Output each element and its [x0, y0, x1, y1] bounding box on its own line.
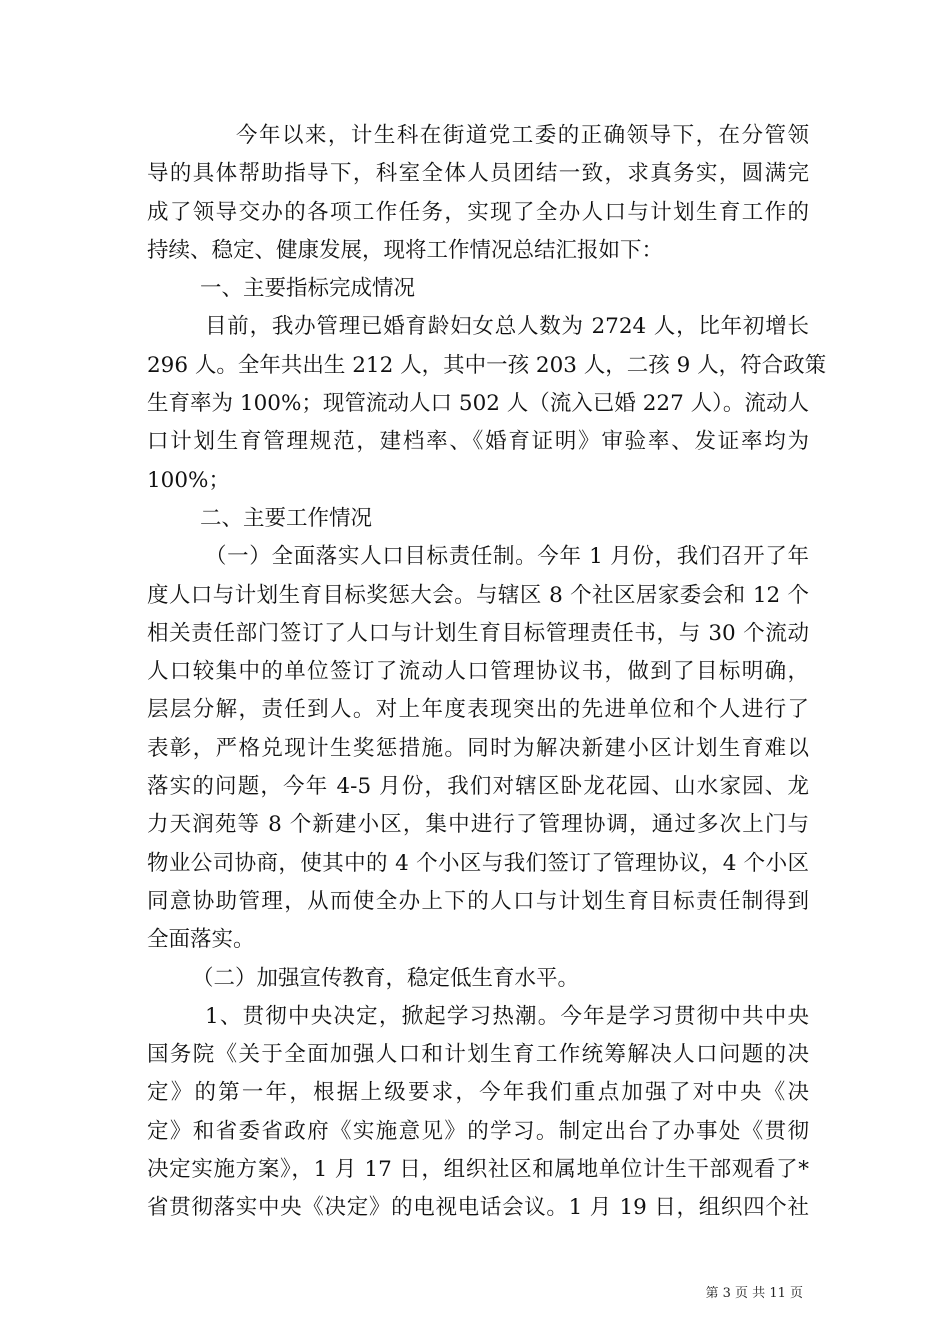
text-line: 度人口与计划生育目标奖惩大会。与辖区 8 个社区居家委会和 12 个 [147, 582, 809, 608]
text-line: 一、主要指标完成情况 [200, 276, 416, 302]
text-line: 1、贯彻中央决定，掀起学习热潮。今年是学习贯彻中共中央 [205, 1003, 809, 1029]
page-number: 第 3 页 共 11 页 [705, 1286, 803, 1301]
text-line: 口计划生育管理规范，建档率、《婚育证明》审验率、发证率均为 [147, 429, 809, 455]
text-line: 层层分解，责任到人。对上年度表现突出的先进单位和个人进行了 [147, 697, 809, 723]
text-line: 相关责任部门签订了人口与计划生育目标管理责任书，与 30 个流动 [147, 620, 809, 646]
text-line: 人口较集中的单位签订了流动人口管理协议书，做到了目标明确， [147, 659, 809, 685]
text-line: 导的具体帮助指导下，科室全体人员团结一致，求真务实，圆满完 [147, 161, 809, 187]
text-line: （一）全面落实人口目标责任制。今年 1 月份，我们召开了年 [205, 544, 809, 570]
text-line: 全面落实。 [147, 927, 255, 953]
text-line: 成了领导交办的各项工作任务，实现了全办人口与计划生育工作的 [147, 199, 809, 225]
text-line: 落实的问题，今年 4-5 月份，我们对辖区卧龙花园、山水家园、龙 [147, 774, 809, 800]
text-line: 二、主要工作情况 [200, 505, 373, 531]
text-line: 100%； [147, 467, 230, 493]
text-line: （二）加强宣传教育，稳定低生育水平。 [192, 965, 580, 991]
text-line: 定》和省委省政府《实施意见》的学习。制定出台了办事处《贯彻 [147, 1118, 809, 1144]
text-line: 同意协助管理，从而使全办上下的人口与计划生育目标责任制得到 [147, 888, 809, 914]
text-line: 省贯彻落实中央《决定》的电视电话会议。1 月 19 日，组织四个社 [147, 1195, 809, 1221]
text-line: 表彰，严格兑现计生奖惩措施。同时为解决新建小区计划生育难以 [147, 735, 809, 761]
document-body [147, 117, 827, 1228]
text-line: 决定实施方案》，1 月 17 日，组织社区和属地单位计生干部观看了* [147, 1157, 809, 1183]
text-line: 今年以来，计生科在街道党工委的正确领导下，在分管领 [236, 123, 809, 148]
text-line: 国务院《关于全面加强人口和计划生育工作统筹解决人口问题的决 [147, 1042, 809, 1068]
text-line: 296 人。全年共出生 212 人，其中一孩 203 人，二孩 9 人，符合政策 [147, 352, 827, 378]
text-line: 物业公司协商，使其中的 4 个小区与我们签订了管理协议，4 个小区 [147, 850, 809, 876]
text-line: 力天润苑等 8 个新建小区，集中进行了管理协调，通过多次上门与 [147, 812, 809, 838]
text-line: 定》的第一年，根据上级要求，今年我们重点加强了对中央《决 [147, 1080, 809, 1106]
text-line: 持续、稳定、健康发展，现将工作情况总结汇报如下： [147, 237, 664, 263]
text-line: 目前，我办管理已婚育龄妇女总人数为 2724 人，比年初增长 [205, 314, 809, 340]
text-line: 生育率为 100%；现管流动人口 502 人（流入已婚 227 人）。流动人 [147, 391, 809, 417]
